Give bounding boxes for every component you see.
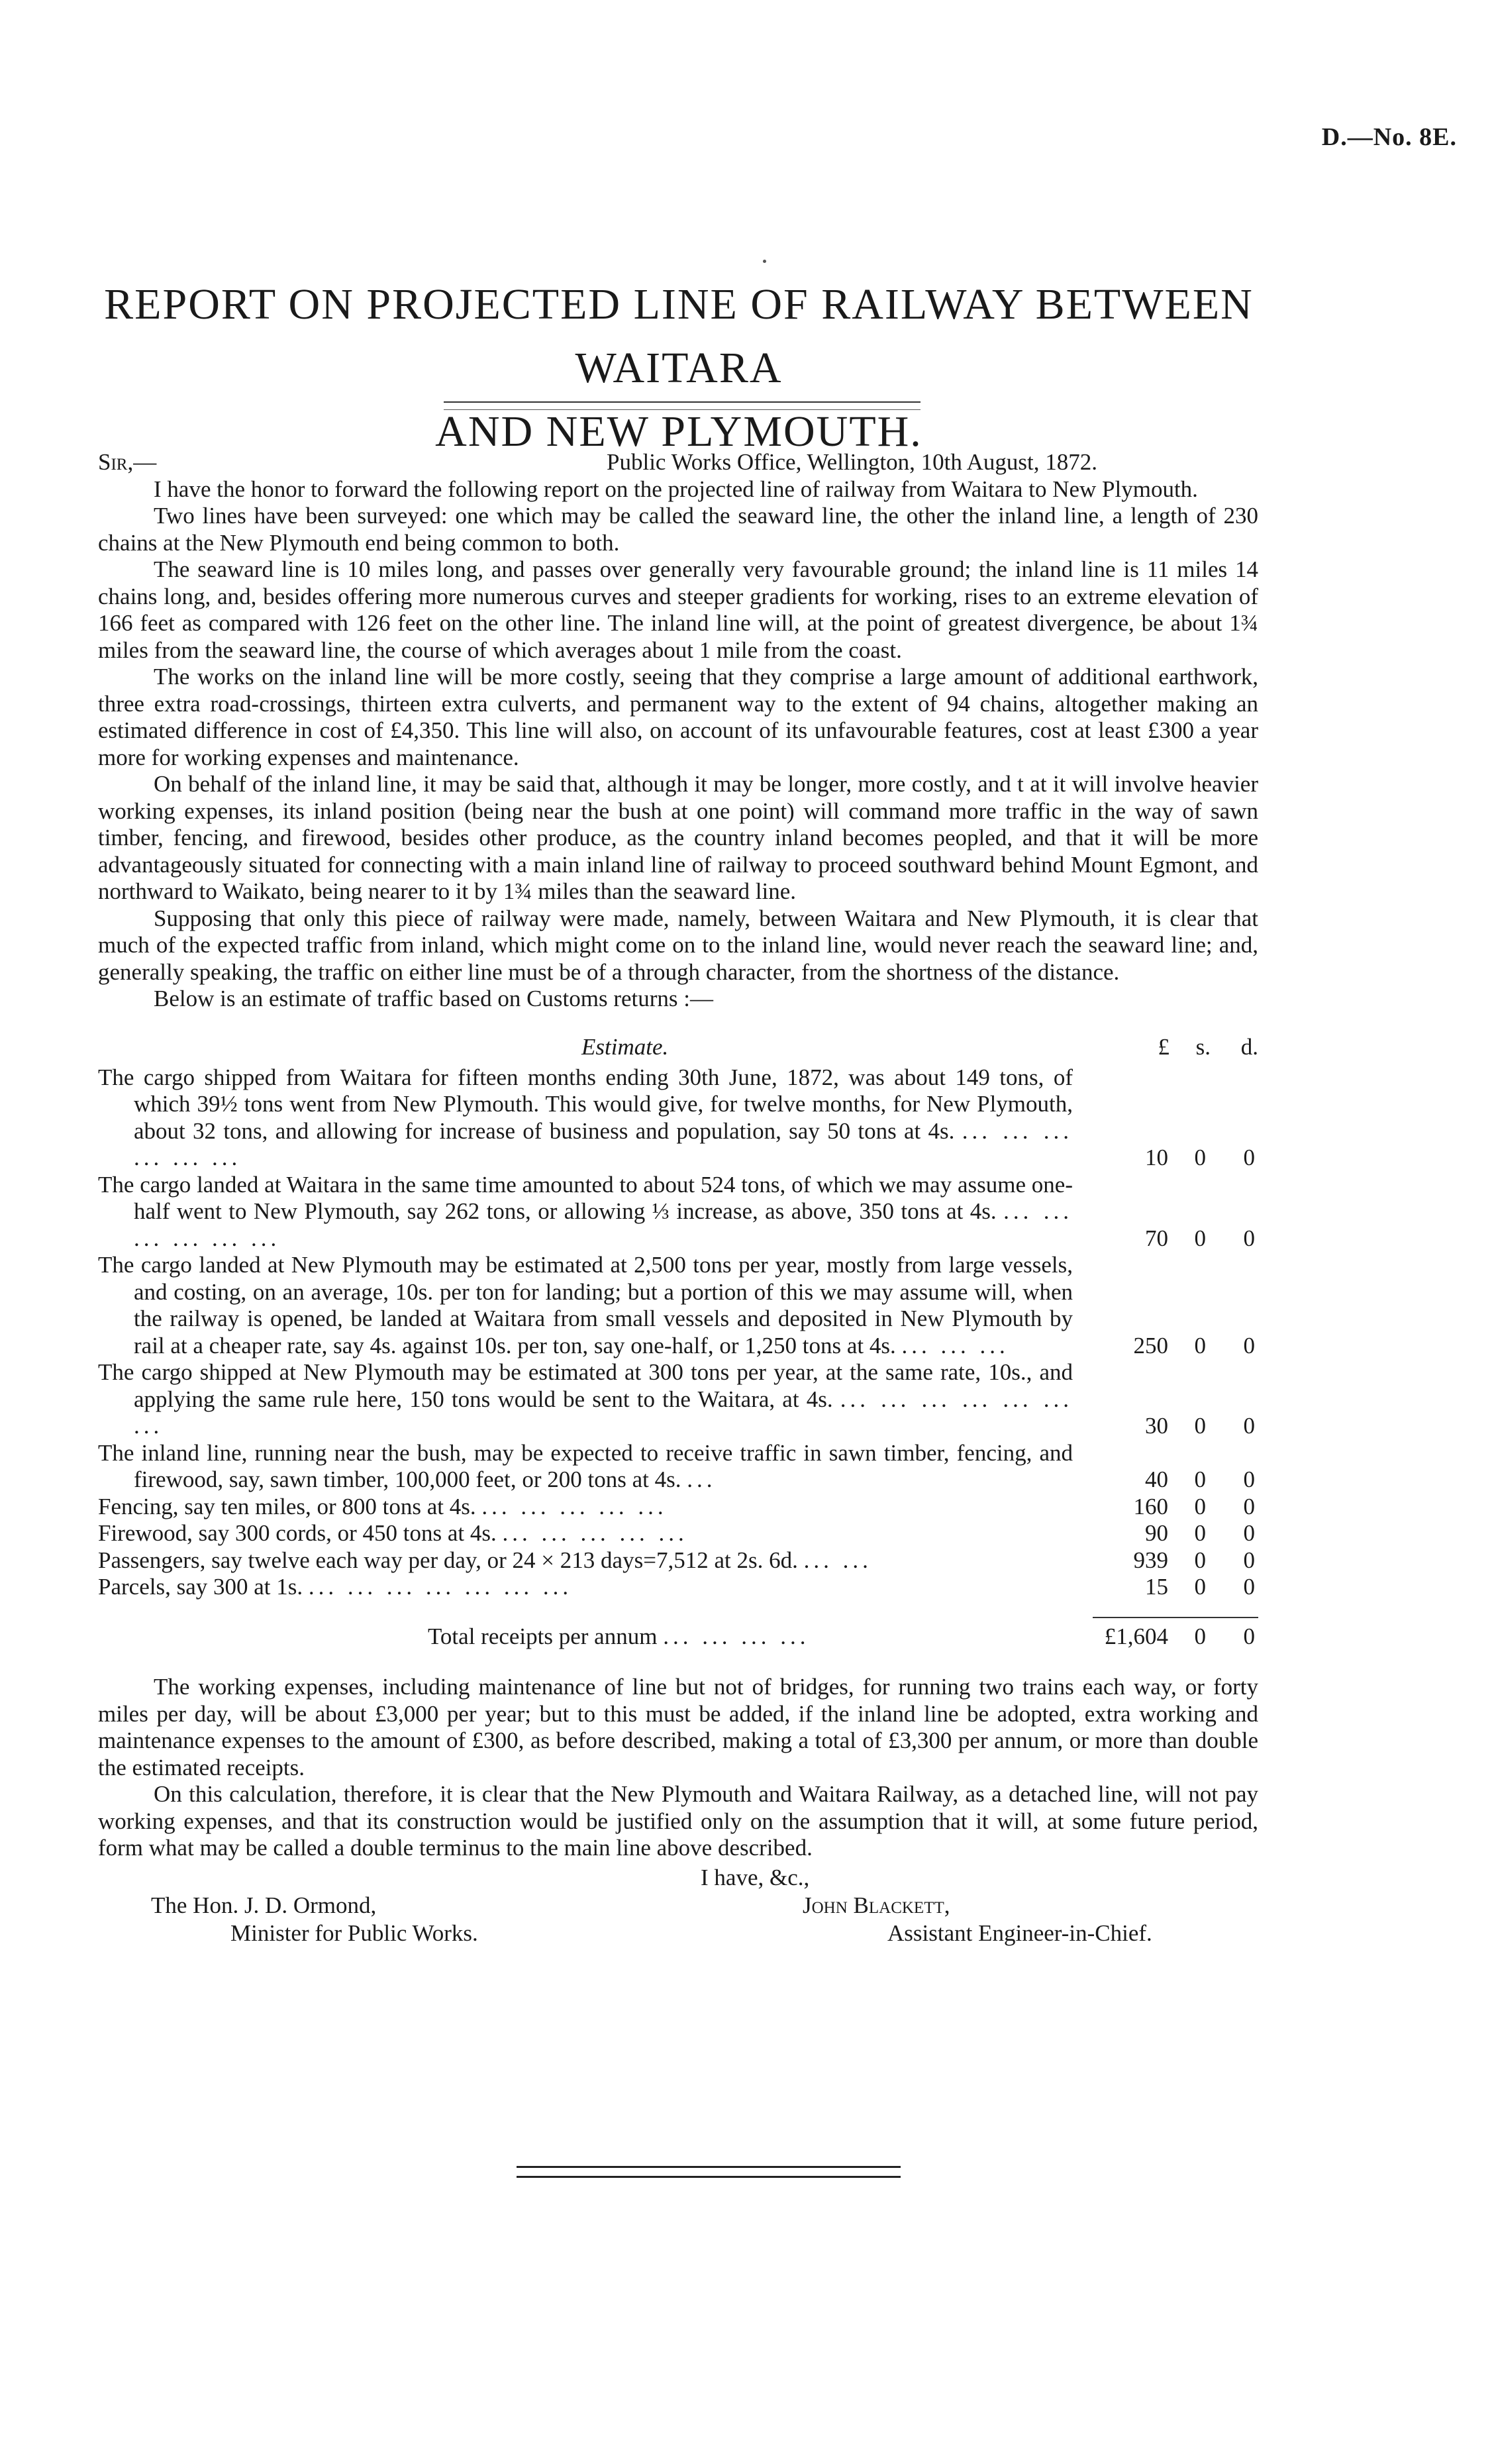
- estimate-row: Parcels, say 300 at 1s. ... ... ... ... ... ... ... 15 0 0: [98, 1574, 1255, 1600]
- dateline: Public Works Office, Wellington, 10th August, 1872.: [607, 449, 1098, 475]
- amount-shillings: 0: [1194, 1547, 1206, 1573]
- estimate-heading-row: [98, 1034, 1258, 1064]
- amount-pence: 0: [1243, 1574, 1255, 1600]
- estimate-item-text: The cargo landed at New Plymouth may be estimated at 2,500 tons per year, mostly from large vessels, and costing, on an average, 10s. per ton for landing; but a portion of this we may assume will, when the railway is opened, be landed at Waitara from small vessels and deposited in New Plymouth by rail at a cheaper rate, say 4s. against 10s. per ton, say one-half, or 1,250 tons at 4s.: [98, 1252, 1073, 1359]
- total-rule: [1093, 1617, 1258, 1618]
- title-divider: [444, 401, 921, 410]
- title-line-2: AND NEW PLYMOUTH.: [435, 407, 922, 456]
- letter-header: [98, 449, 1258, 476]
- page-reference: D.—No. 8E.: [1321, 123, 1457, 151]
- paragraph: The seaward line is 10 miles long, and passes over generally very favourable ground; the inland line is 11 miles 14 chains long, and, besides offering more numerous curves and steeper gradients for working, rises to an extreme elevation of 166 feet as compared with 126 feet on the other line. The inland line will, at the point of greatest divergence, be about 1¾ miles from the seaward line, the course of which averages about 1 mile from the coast.: [98, 556, 1258, 663]
- estimate-row: The cargo landed at Waitara in the same time amounted to about 524 tons, of which we may assume one-half went to New Plymouth, say 262 tons, or allowing ⅓ increase, as above, 350 tons at 4s. ... ... ... ... ... ... 70 0 0: [98, 1171, 1255, 1251]
- amount-pounds: 70: [1145, 1225, 1168, 1251]
- estimate-heading: Estimate.: [581, 1033, 669, 1060]
- paragraph: I have the honor to forward the following report on the projected line of railway from Waitara to New Plymouth.: [154, 476, 1198, 502]
- amount-shillings: 0: [1194, 1520, 1206, 1546]
- estimate-item-text: Passengers, say twelve each way per day, or 24 × 213 days=7,512 at 2s. 6d.: [98, 1547, 798, 1573]
- estimate-item-text: Firewood, say 300 cords, or 450 tons at 4s.: [98, 1520, 497, 1546]
- paragraph: On behalf of the inland line, it may be said that, although it may be longer, more costly, and t at it will involve heavier working expenses, its inland position (being near the bush at one point) will command more traffic in the way of sawn timber, fencing, and firewood, besides other produce, as the country inland becomes peopled, and that it will be more advantageously situated for connecting with a main inland line of railway to proceed southward behind Mount Egmont, and northward to Waikato, being nearer to it by 1¾ miles than the seaward line.: [98, 771, 1258, 904]
- estimate-row: Firewood, say 300 cords, or 450 tons at 4s. ... ... ... ... ... 90 0 0: [98, 1520, 1255, 1546]
- pence-column-header: d.: [1240, 1033, 1258, 1060]
- shillings-column-header: s.: [1195, 1033, 1211, 1060]
- closing-section: [98, 1674, 1258, 1862]
- total-pounds: £1,604: [1104, 1623, 1168, 1649]
- estimate-row: The inland line, running near the bush, may be expected to receive traffic in sawn timber, fencing, and firewood, say, sawn timber, 100,000 feet, or 200 tons at 4s. ... 40 0 0: [98, 1439, 1255, 1492]
- amount-shillings: 0: [1194, 1145, 1206, 1170]
- complimentary-close: I have, &c.,: [701, 1864, 810, 1890]
- amount-shillings: 0: [1194, 1225, 1206, 1251]
- paragraph: Two lines have been surveyed: one which may be called the seaward line, the other the inland line, a length of 230 chains at the New Plymouth end being common to both.: [98, 503, 1258, 556]
- total-pence: 0: [1243, 1623, 1255, 1649]
- print-speck: [763, 260, 766, 263]
- total-label: Total receipts per annum ... ... ... ...: [428, 1623, 810, 1649]
- estimate-row: Fencing, say ten miles, or 800 tons at 4s. ... ... ... ... ... 160 0 0: [98, 1493, 1255, 1519]
- signatory-name: John Blackett,: [803, 1892, 950, 1918]
- amount-pounds: 15: [1145, 1574, 1168, 1600]
- estimate-item-text: The inland line, running near the bush, may be expected to receive traffic in sawn timber, fencing, and firewood, say, sawn timber, 100,000 feet, or 200 tons at 4s.: [98, 1439, 1073, 1492]
- paragraph: The working expenses, including maintenance of line but not of bridges, for running two trains each way, or forty miles per day, will be about £3,000 per year; but to this must be added, if the inland line be adopted, extra working and maintenance expenses to the amount of £300, as before described, making a total of £3,300 per annum, or more than double the estimated receipts.: [98, 1674, 1258, 1780]
- salutation: Sir,—: [98, 449, 157, 475]
- letter-body: [98, 449, 1258, 1977]
- title-line-1: REPORT ON PROJECTED LINE OF RAILWAY BETWEEN WAITARA: [104, 280, 1254, 392]
- amount-pounds: 30: [1145, 1413, 1168, 1439]
- report-title: [99, 273, 1258, 464]
- paragraph: On this calculation, therefore, it is clear that the New Plymouth and Waitara Railway, as a detached line, will not pay working expenses, and that its construction would be justified only on the assumption that it will, at some future period, form what may be called a double terminus to the main line above described.: [98, 1781, 1258, 1861]
- estimate-row: Passengers, say twelve each way per day, or 24 × 213 days=7,512 at 2s. 6d. ... ... 939 0 0: [98, 1547, 1255, 1573]
- amount-shillings: 0: [1194, 1493, 1206, 1519]
- paragraph: The works on the inland line will be more costly, seeing that they comprise a large amount of additional earthwork, three extra road-crossings, thirteen extra culverts, and permanent way to the extent of 94 chains, altogether making an estimated difference in cost of £4,350. This line will also, on account of its unfavourable features, cost at least £300 a year more for working expenses and maintenance.: [98, 664, 1258, 770]
- signature-block: [98, 1865, 1258, 1977]
- amount-pounds: 160: [1133, 1493, 1168, 1519]
- paragraph: Supposing that only this piece of railway were made, namely, between Waitara and New Plymouth, it is clear that much of the expected traffic from inland, which might come on to the inland line, would never reach the seaward line; and, generally speaking, the traffic on either line must be of a through character, from the shortness of the distance.: [98, 905, 1258, 985]
- amount-pounds: 90: [1145, 1520, 1168, 1546]
- amount-pence: 0: [1243, 1547, 1255, 1573]
- amount-shillings: 0: [1194, 1413, 1206, 1439]
- amount-pounds: 939: [1133, 1547, 1168, 1573]
- estimate-item-text: Parcels, say 300 at 1s.: [98, 1574, 303, 1600]
- estimate-item-text: The cargo shipped from Waitara for fifteen months ending 30th June, 1872, was about 149 tons, of which 39½ tons went from New Plymouth. This would give, for twelve months, for New Plymouth, about 32 tons, and allowing for increase of business and population, say 50 tons at 4s.: [98, 1064, 1073, 1144]
- estimate-table: [98, 1034, 1258, 1651]
- amount-pence: 0: [1243, 1145, 1255, 1170]
- estimate-item-text: Fencing, say ten miles, or 800 tons at 4s.: [98, 1493, 476, 1519]
- signatory-title: Assistant Engineer-in-Chief.: [887, 1920, 1152, 1946]
- amount-pounds: 40: [1145, 1466, 1168, 1492]
- amount-shillings: 0: [1194, 1574, 1206, 1600]
- amount-pence: 0: [1243, 1332, 1255, 1359]
- estimate-total-row: [98, 1623, 1258, 1651]
- amount-pounds: 250: [1133, 1332, 1168, 1359]
- estimate-row: The cargo shipped at New Plymouth may be estimated at 300 tons per year, at the same rate, 10s., and applying the same rule here, 150 tons would be sent to the Waitara, at 4s. ... ... ... ... ... ... ... 30 0 0: [98, 1359, 1255, 1439]
- amount-pence: 0: [1243, 1225, 1255, 1251]
- amount-pence: 0: [1243, 1413, 1255, 1439]
- addressee-name: The Hon. J. D. Ormond,: [151, 1892, 377, 1918]
- estimate-item-text: The cargo shipped at New Plymouth may be estimated at 300 tons per year, at the same rate, 10s., and applying the same rule here, 150 tons would be sent to the Waitara, at 4s.: [98, 1359, 1073, 1412]
- closing-divider: [517, 2166, 901, 2178]
- amount-shillings: 0: [1194, 1466, 1206, 1492]
- addressee-title: Minister for Public Works.: [230, 1920, 478, 1946]
- estimate-row: The cargo shipped from Waitara for fifteen months ending 30th June, 1872, was about 149 tons, of which 39½ tons went from New Plymouth. This would give, for twelve months, for New Plymouth, about 32 tons, and allowing for increase of business and population, say 50 tons at 4s. ... ... ... ... ... ... 10 0 0: [98, 1064, 1255, 1170]
- amount-pence: 0: [1243, 1520, 1255, 1546]
- total-shillings: 0: [1194, 1623, 1206, 1649]
- amount-pence: 0: [1243, 1466, 1255, 1492]
- estimate-row: The cargo landed at New Plymouth may be estimated at 2,500 tons per year, mostly from large vessels, and costing, on an average, 10s. per ton for landing; but a portion of this we may assume will, when the railway is opened, be landed at Waitara from small vessels and deposited in New Plymouth by rail at a cheaper rate, say 4s. against 10s. per ton, say one-half, or 1,250 tons at 4s. ... ... ... 250 0 0: [98, 1252, 1255, 1359]
- paragraph: Below is an estimate of traffic based on Customs returns :—: [154, 986, 714, 1011]
- amount-pounds: 10: [1145, 1145, 1168, 1170]
- estimate-item-text: The cargo landed at Waitara in the same time amounted to about 524 tons, of which we may assume one-half went to New Plymouth, say 262 tons, or allowing ⅓ increase, as above, 350 tons at 4s.: [98, 1171, 1073, 1224]
- amount-pence: 0: [1243, 1493, 1255, 1519]
- pounds-column-header: £: [1158, 1033, 1170, 1060]
- amount-shillings: 0: [1194, 1332, 1206, 1359]
